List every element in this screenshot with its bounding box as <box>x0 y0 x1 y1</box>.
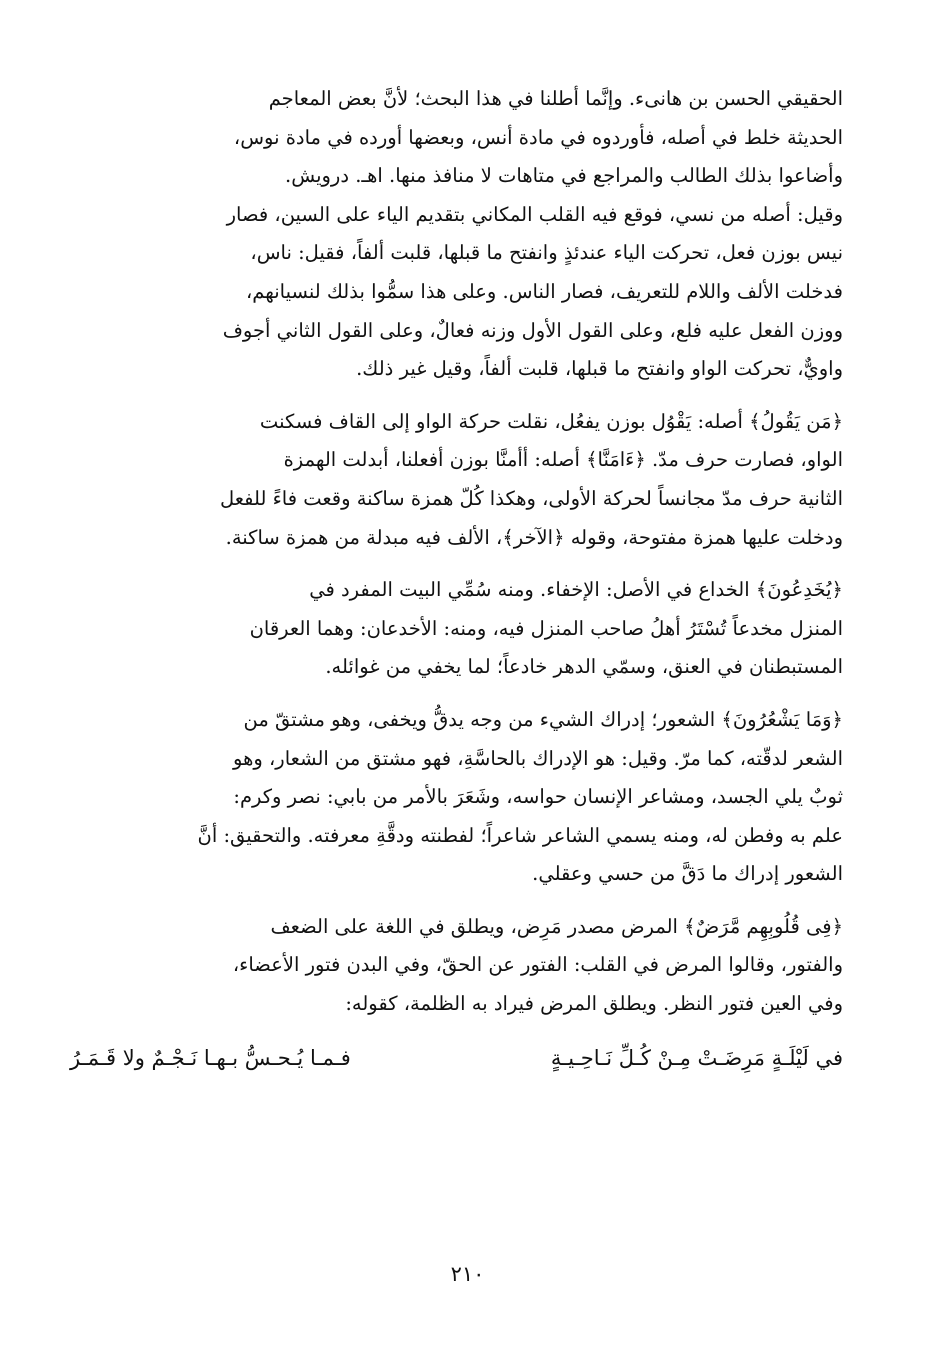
text-line: ودخلت عليها همزة مفتوحة، وقوله ﴿الآخر﴾، الألف فيه مبدلة من همزة ساكنة. <box>225 525 843 549</box>
text-line: الشعور إدراك ما دَقَّ من حسي وعقلي. <box>532 862 843 886</box>
text-line: الثانية حرف مدّ مجانساً لحركة الأولى، وهكذا كُلّ همزة ساكنة وقعت فاءً للفعل <box>219 486 843 510</box>
text-line: ثوبٌ يلي الجسد، ومشاعر الإنسان حواسه، وشَعَرَ بالأمر من بابي: نصر وكرم: <box>233 785 843 809</box>
page-number: ٢١٠ <box>450 1262 485 1286</box>
text-line: وقيل: أصله من نسي، فوقع فيه القلب المكاني بتقديم الياء على السين، فصار <box>226 202 843 226</box>
paragraph-yashurun <box>70 701 843 894</box>
verse-first-hemistich: في لَيْلَـةٍ مَرِضَـتْ مِـنْ كُـلِّ نَـاحِـيـةٍ <box>550 1045 843 1070</box>
text-line: علم به وفطن له، ومنه يسمي الشاعر شاعراً؛ لفطنته ودقَّةِ معرفته. والتحقيق: أنَّ <box>197 823 843 847</box>
text-line: وفي العين فتور النظر. ويطلق المرض فيراد به الظلمة، كقوله: <box>345 992 843 1016</box>
text-line: واويٌّ، تحركت الواو وانفتح ما قبلها، قلبت ألفاً، وقيل غير ذلك. <box>356 357 843 381</box>
poetry-verse <box>70 1038 843 1078</box>
text-line: الحقيقي الحسن بن هانىء. وإنَّما أطلنا في هذا البحث؛ لأنَّ بعض المعاجم <box>268 87 843 110</box>
text-line: نيس بوزن فعل، تحركت الياء عندئذٍ وانفتح ما قبلها، قلبت ألفاً، فقيل: ناس، <box>250 241 843 265</box>
text-line: المستبطنان في العنق، وسمّي الدهر خادعاً؛ لما يخفي من غوائله. <box>325 655 843 679</box>
text-line: ﴿وَمَا يَشْعُرُونَ﴾ الشعور؛ إدراك الشيء من وجه يدقُّ ويخفى، وهو مشتقّ من <box>243 707 843 731</box>
text-line: ﴿مَن يَقُولُ﴾ أصله: يَقْوُل بوزن يفعُل، نقلت حركة الواو إلى القاف فسكنت <box>259 409 843 433</box>
paragraph-marad <box>70 908 843 1024</box>
text-line: الحديثة خلط في أصله، فأوردوه في مادة أنس، وبعضها أورده في مادة نوس، <box>233 125 843 149</box>
text-line: الواو، فصارت حرف مدّ. ﴿ءَامَنَّا﴾ أصله: أأمنَّا بوزن أفعلنا، أبدلت الهمزة <box>283 448 843 472</box>
text-line: والفتور، وقالوا المرض في القلب: الفتور عن الحقّ، وفي البدن فتور الأعضاء، <box>232 953 843 977</box>
paragraph-nas-etymology <box>70 80 843 389</box>
text-line: ﴿فِى قُلُوبِهِم مَّرَضٌ﴾ المرض مصدر مَرِض، ويطلق في اللغة على الضعف <box>270 914 843 938</box>
verse-second-hemistich: فـمـا يُـحـسُّ بـهـا نَـجْـمٌ ولا قَـمَـرُ <box>70 1045 351 1070</box>
text-line: المنزل مخدعاً تُسْتَرُ أهلُ صاحب المنزل فيه، ومنه: الأخدعان: وهما العرقان <box>249 616 843 640</box>
paragraph-yukhadiun <box>70 571 843 687</box>
text-line: فدخلت الألف واللام للتعريف، فصار الناس. وعلى هذا سمُّوا بذلك لنسيانهم، <box>245 279 843 303</box>
page-body <box>70 80 843 1078</box>
text-line: وأضاعوا بذلك الطالب والمراجع في متاهات لا منافذ منها. اهـ. درويش. <box>285 164 843 188</box>
paragraph-man-yaqul <box>70 403 843 557</box>
text-line: ووزن الفعل عليه فلع، وعلى القول الأول وزنه فعالٌ، وعلى القول الثاني أجوف <box>222 318 843 342</box>
text-line: الشعر لدقّته، كما مرّ. وقيل: هو الإدراك بالحاسَّةِ، فهو مشتق من الشعار، وهو <box>233 746 843 770</box>
text-line: ﴿يُخَدِعُونَ﴾ الخداع في الأصل: الإخفاء. ومنه سُمِّي البيت المفرد في <box>309 578 843 602</box>
